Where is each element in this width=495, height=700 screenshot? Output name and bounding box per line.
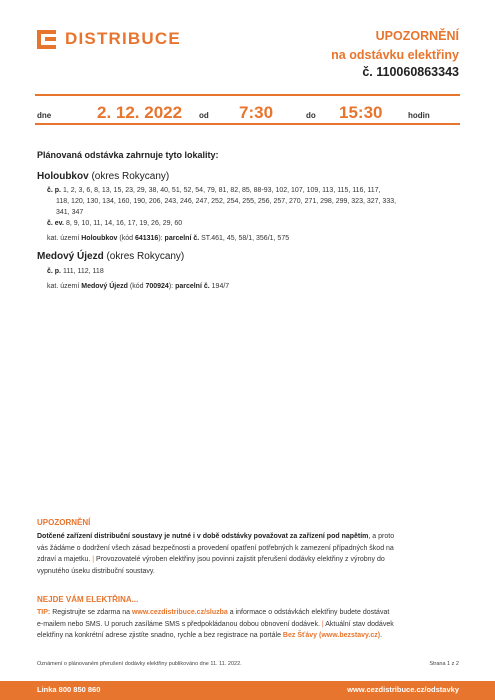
bezstavy-link[interactable]: (www.bezstavy.cz) [318,632,381,639]
ku-label: kat. území [47,235,80,242]
cp-values: 1, 2, 3, 6, 8, 13, 15, 23, 29, 38, 40, 51, 52, 54, 79, 81, 82, 85, 88-93, 102, 107, 109, 113, 115, 116, 117, [62,187,381,194]
locality-name: Holoubkov [37,171,89,182]
locality-name: Medový Újezd [37,251,104,262]
notice-title [331,27,459,65]
ku-code-post: ): [158,235,163,242]
ku-code: 700924 [145,283,169,290]
notice-title-line2: na odstávku elektřiny [331,48,459,62]
registration-link[interactable]: www.cezdistribuce.cz/sluzba [131,609,228,616]
house-numbers-line: 118, 120, 130, 134, 160, 190, 206, 243, 246, 247, 252, 254, 255, 256, 257, 270, 271, 298, 299, 323, 327, 333, [56,198,397,205]
cadastral-line [47,281,229,292]
tip-text [37,607,462,642]
ku-code-pre: (kód [119,235,133,242]
warning-text-part: , a proto [368,533,395,540]
parcel-label: parcelní č. [164,235,200,242]
localities-intro: Plánovaná odstávka zahrnuje tyto lokality: [37,150,219,160]
publication-note: Oznámení o plánovaném přerušení dodávky elektřiny publikováno dne 11. 11. 2022. [37,661,242,667]
locality-district: (okres Rokycany) [106,251,185,262]
ku-code-post: ): [168,283,174,290]
website-link[interactable]: www.cezdistribuce.cz/odstavky [347,685,459,694]
warning-heading: UPOZORNĚNÍ [37,518,91,527]
evidence-numbers-line [47,218,182,229]
from-label: od [199,111,209,120]
warning-bold: Dotčené zařízení distribuční soustavy je nutné i v době odstávky považovat za zařízení pod napětím [37,533,369,540]
time-to: 15:30 [339,103,383,122]
footer-bar [0,681,495,700]
ku-code: 641316 [134,235,159,242]
cadastral-line [47,233,289,244]
hotline: Linka 800 850 860 [37,685,101,694]
brand-name: DISTRIBUCE [65,29,181,48]
cp-values: 111, 112, 118 [62,268,104,275]
ku-code-pre: (kód [129,283,144,290]
to-label: do [306,111,316,120]
tip-text-part: Aktuální stav dodávek [325,620,394,628]
notice-title-line1: UPOZORNĚNÍ [375,29,459,43]
warning-text-part: Provozovatelé výroben elektřiny jsou povinni zajistit přerušení dodávky elektřiny z výrobny do [96,556,385,563]
ku-name: Holoubkov [81,235,118,242]
tip-text-part: e-mailem nebo SMS. U poruch zasíláme SMS s předpokládanou dobou obnovení dodávek. [37,620,320,628]
parcel-label: parcelní č. [175,283,210,290]
cp-label: č. p. [47,268,62,275]
top-rule [35,94,460,96]
tip-heading: NEJDE VÁM ELEKTŘINA... [37,595,139,604]
warning-text-part: vás žádáme o dodržení všech zásad bezpečnosti a provedení opatření potřebných k zamezení případných škod na [37,544,394,552]
brand-logo [37,29,181,49]
ku-label: kat. území [47,283,80,290]
notice-number: č. 110060863343 [362,65,459,79]
date-label: dne [37,111,52,120]
house-numbers-line [47,266,104,277]
ce-values: 8, 9, 10, 11, 14, 16, 17, 19, 26, 29, 60 [65,220,183,227]
date-rule [35,123,460,125]
hours-label: hodin [408,111,430,120]
time-from: 7:30 [239,103,274,122]
parcel-values: 194/7 [211,283,230,290]
house-numbers-line: 341, 347 [56,209,84,216]
tip-text-part: a informace o odstávkách elektřiny budete dostávat [229,609,390,616]
locality-medovy-ujezd [37,251,184,262]
tip-text-part: Registrujte se zdarma na [52,609,131,616]
house-numbers-line [47,185,380,196]
separator: | [321,620,324,628]
ku-name: Medový Újezd [81,283,128,290]
separator: | [92,556,95,563]
portal-name: Bez Šťávy [282,632,318,639]
ce-label: č. ev. [47,220,64,227]
warning-text [37,531,462,577]
locality-holoubkov [37,171,169,182]
page-number: Strana 1 z 2 [429,661,459,667]
locality-district: (okres Rokycany) [91,171,170,182]
parcel-values: ST.461, 45, 58/1, 356/1, 575 [201,235,290,242]
tip-text-part: elektřiny na konkrétní adrese zjistíte snadno, rychle a bez registrace na portále [37,632,281,639]
outage-date: 2. 12. 2022 [97,103,183,122]
cez-logo-icon [37,30,56,49]
warning-text-part: zdraví a majetku. [37,556,91,563]
tip-label: TIP: [37,609,51,616]
tip-text-part: . [380,632,383,639]
warning-text-part: vypnutého úseku distribuční soustavy. [37,567,155,575]
cp-label: č. p. [47,187,62,194]
